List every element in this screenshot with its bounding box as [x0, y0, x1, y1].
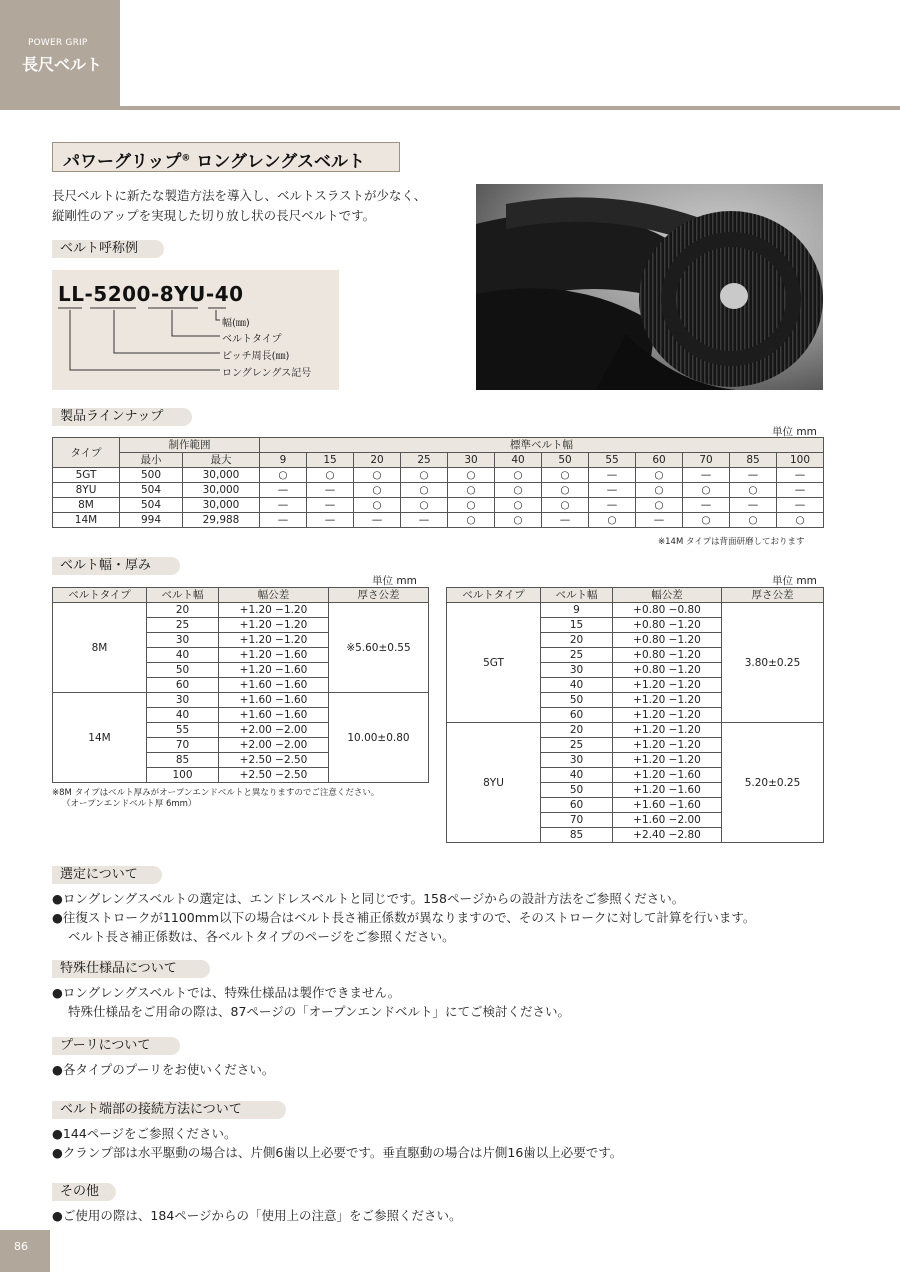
special-line: 特殊仕様品をご用命の際は、87ページの「オープンエンドベルト」にてご検討ください。: [68, 1004, 571, 1019]
width-tolerance-cell: +2.00 −2.00: [219, 738, 329, 753]
width-tolerance-cell: +1.20 −1.20: [613, 693, 722, 708]
belt-type-cell: 5GT: [447, 603, 541, 723]
belt-type-cell: 14M: [53, 693, 147, 783]
belt-width-cell: 30: [147, 633, 219, 648]
lineup-min-cell: 994: [120, 513, 183, 528]
width-table-header: 厚さ公差: [329, 588, 429, 603]
lineup-availability-cell: ○: [542, 498, 589, 513]
naming-code: LL-5200-8YU-40: [58, 282, 244, 306]
selection-text: [52, 889, 755, 946]
lineup-availability-cell: —: [307, 483, 354, 498]
joint-line: ●クランプ部は水平駆動の場合は、片側6歯以上必要です。垂直駆動の場合は片側16歯以上必要です。: [52, 1145, 623, 1160]
width-table-header: 幅公差: [219, 588, 329, 603]
joint-line: ●144ページをご参照ください。: [52, 1126, 237, 1141]
belt-width-cell: 20: [541, 723, 613, 738]
lineup-h-std: 標準ベルト幅: [260, 438, 824, 453]
intro-line: 長尺ベルトに新たな製造方法を導入し、ベルトスラストが少なく、: [52, 188, 427, 203]
header-rule: [120, 106, 900, 110]
width-tolerance-cell: +1.20 −1.20: [613, 753, 722, 768]
pulley-text: [52, 1060, 274, 1079]
lineup-availability-cell: ○: [307, 468, 354, 483]
thickness-tolerance-cell: 10.00±0.80: [329, 693, 429, 783]
width-tolerance-cell: +1.20 −1.20: [613, 678, 722, 693]
lineup-availability-cell: —: [401, 513, 448, 528]
table-row: [53, 498, 824, 513]
special-text: [52, 983, 570, 1021]
lineup-availability-cell: —: [636, 513, 683, 528]
lineup-width-header: 30: [448, 453, 495, 468]
lineup-availability-cell: —: [777, 468, 824, 483]
lineup-availability-cell: ○: [636, 483, 683, 498]
pulley-line: ●各タイプのプーリをお使いください。: [52, 1062, 275, 1077]
lineup-availability-cell: —: [260, 483, 307, 498]
page-number: 86: [0, 1230, 50, 1272]
belt-width-cell: 100: [147, 768, 219, 783]
table-row: [53, 468, 824, 483]
lineup-h-range: 制作範囲: [120, 438, 260, 453]
width-tolerance-cell: +1.20 −1.20: [613, 738, 722, 753]
thickness-tolerance-cell: ※5.60±0.55: [329, 603, 429, 693]
naming-label-width: 幅(㎜): [222, 318, 250, 329]
width-tolerance-cell: +1.20 −1.20: [613, 723, 722, 738]
lineup-width-header: 55: [589, 453, 636, 468]
lineup-availability-cell: ○: [636, 498, 683, 513]
naming-label-pitch: ピッチ周長(㎜): [222, 351, 290, 362]
lineup-availability-cell: ○: [683, 483, 730, 498]
lineup-unit: 単位 mm: [772, 426, 817, 438]
lineup-availability-cell: —: [589, 483, 636, 498]
lineup-availability-cell: —: [307, 513, 354, 528]
lineup-h-max: 最大: [183, 453, 260, 468]
lineup-availability-cell: ○: [401, 468, 448, 483]
lineup-availability-cell: ○: [542, 468, 589, 483]
width-table-header: 幅公差: [613, 588, 722, 603]
belt-width-cell: 40: [541, 678, 613, 693]
selection-line: ベルト長さ補正係数は、各ベルトタイプのページをご参照ください。: [68, 929, 455, 944]
belt-width-cell: 70: [541, 813, 613, 828]
lineup-availability-cell: ○: [354, 483, 401, 498]
table-header-row: [447, 588, 824, 603]
other-line: ●ご使用の際は、184ページからの「使用上の注意」をご参照ください。: [52, 1208, 462, 1223]
width-table-header: 厚さ公差: [722, 588, 824, 603]
lineup-table: [52, 437, 824, 528]
lineup-type-cell: 8YU: [53, 483, 120, 498]
width-table-header: ベルト幅: [541, 588, 613, 603]
width-tolerance-cell: +0.80 −1.20: [613, 618, 722, 633]
width-tolerance-cell: +2.40 −2.80: [613, 828, 722, 843]
belt-width-cell: 60: [147, 678, 219, 693]
lineup-h-min: 最小: [120, 453, 183, 468]
width-tolerance-cell: +2.50 −2.50: [219, 753, 329, 768]
table-header-row: [53, 588, 429, 603]
width-tolerance-cell: +1.60 −1.60: [613, 798, 722, 813]
width-left-unit: 単位 mm: [372, 575, 417, 587]
lineup-width-header: 15: [307, 453, 354, 468]
belt-width-cell: 50: [541, 693, 613, 708]
width-tolerance-cell: +2.00 −2.00: [219, 723, 329, 738]
width-tolerance-cell: +2.50 −2.50: [219, 768, 329, 783]
belt-width-cell: 85: [541, 828, 613, 843]
width-tolerance-cell: +1.20 −1.60: [219, 648, 329, 663]
width-tolerance-cell: +1.20 −1.20: [613, 708, 722, 723]
belt-width-cell: 55: [147, 723, 219, 738]
section-other: その他: [52, 1183, 116, 1201]
belt-width-cell: 70: [147, 738, 219, 753]
lineup-type-cell: 5GT: [53, 468, 120, 483]
lineup-width-header: 40: [495, 453, 542, 468]
table-row: [53, 513, 824, 528]
belt-width-cell: 60: [541, 708, 613, 723]
belt-width-cell: 15: [541, 618, 613, 633]
lineup-availability-cell: —: [589, 498, 636, 513]
lineup-note: ※14M タイプは背面研磨しております: [658, 537, 805, 547]
lineup-max-cell: 30,000: [183, 498, 260, 513]
page-title: [52, 142, 400, 172]
lineup-availability-cell: ○: [730, 513, 777, 528]
lineup-width-header: 70: [683, 453, 730, 468]
lineup-min-cell: 504: [120, 498, 183, 513]
belt-width-cell: 85: [147, 753, 219, 768]
lineup-availability-cell: —: [260, 513, 307, 528]
width-table-header: ベルトタイプ: [447, 588, 541, 603]
table-row: [53, 483, 824, 498]
section-selection: 選定について: [52, 866, 162, 884]
width-tolerance-cell: +1.20 −1.20: [219, 633, 329, 648]
width-tolerance-cell: +1.20 −1.20: [219, 618, 329, 633]
belt-width-cell: 20: [541, 633, 613, 648]
width-table-header: ベルト幅: [147, 588, 219, 603]
lineup-availability-cell: —: [683, 468, 730, 483]
lineup-availability-cell: ○: [730, 483, 777, 498]
lineup-width-header: 50: [542, 453, 589, 468]
lineup-max-cell: 30,000: [183, 468, 260, 483]
lineup-width-header: 9: [260, 453, 307, 468]
lineup-width-header: 85: [730, 453, 777, 468]
lineup-availability-cell: ○: [636, 468, 683, 483]
lineup-availability-cell: ○: [589, 513, 636, 528]
lineup-availability-cell: —: [730, 468, 777, 483]
belt-width-cell: 25: [541, 648, 613, 663]
belt-photo: [476, 184, 823, 390]
belt-width-cell: 50: [541, 783, 613, 798]
title-rest: ロングレングスベルト: [190, 152, 365, 172]
lineup-width-header: 25: [401, 453, 448, 468]
width-tolerance-cell: +1.20 −1.60: [219, 663, 329, 678]
lineup-availability-cell: —: [683, 498, 730, 513]
lineup-availability-cell: ○: [683, 513, 730, 528]
lineup-availability-cell: ○: [777, 513, 824, 528]
lineup-availability-cell: ○: [448, 468, 495, 483]
width-note-1: ※8M タイプはベルト厚みがオープンエンドベルトと異なりますのでご注意ください。: [52, 788, 380, 798]
width-tolerance-cell: +1.20 −1.60: [613, 768, 722, 783]
intro-text: [52, 186, 426, 226]
table-row: [447, 723, 824, 738]
lineup-type-cell: 8M: [53, 498, 120, 513]
width-tolerance-cell: +1.60 −1.60: [219, 708, 329, 723]
lineup-availability-cell: —: [354, 513, 401, 528]
lineup-width-header: 100: [777, 453, 824, 468]
lineup-availability-cell: ○: [495, 513, 542, 528]
belt-width-cell: 25: [147, 618, 219, 633]
width-tolerance-cell: +1.20 −1.20: [219, 603, 329, 618]
table-row: [53, 693, 429, 708]
belt-width-cell: 40: [147, 648, 219, 663]
selection-line: ●往復ストロークが1100mm以下の場合はベルト長さ補正係数が異なりますので、そのストロークに対して計算を行います。: [52, 910, 756, 925]
lineup-availability-cell: ○: [448, 498, 495, 513]
naming-label-code: ロングレングス記号: [222, 368, 312, 379]
lineup-availability-cell: ○: [495, 498, 542, 513]
belt-width-cell: 25: [541, 738, 613, 753]
header-sub: POWER GRIP: [28, 38, 88, 48]
lineup-min-cell: 500: [120, 468, 183, 483]
section-naming: ベルト呼称例: [52, 240, 164, 258]
section-lineup: 製品ラインナップ: [52, 408, 192, 426]
lineup-width-header: 20: [354, 453, 401, 468]
lineup-availability-cell: ○: [495, 483, 542, 498]
width-right-unit: 単位 mm: [772, 575, 817, 587]
naming-example: [52, 270, 339, 390]
lineup-width-header: 60: [636, 453, 683, 468]
thickness-tolerance-cell: 5.20±0.25: [722, 723, 824, 843]
belt-width-cell: 40: [541, 768, 613, 783]
header-main: 長尺ベルト: [22, 55, 103, 74]
selection-line: ●ロングレングスベルトの選定は、エンドレスベルトと同じです。158ページからの設計方法をご参照ください。: [52, 891, 685, 906]
lineup-type-cell: 14M: [53, 513, 120, 528]
lineup-availability-cell: —: [777, 498, 824, 513]
section-special: 特殊仕様品について: [52, 960, 210, 978]
width-tolerance-cell: +1.60 −1.60: [219, 678, 329, 693]
lineup-availability-cell: ○: [448, 513, 495, 528]
title-reg: ®: [181, 153, 191, 164]
title-text: パワーグリップ: [63, 152, 182, 172]
width-table-8m-14m: [52, 587, 429, 783]
lineup-availability-cell: ○: [495, 468, 542, 483]
belt-width-cell: 20: [147, 603, 219, 618]
width-tolerance-cell: +0.80 −1.20: [613, 663, 722, 678]
belt-width-cell: 30: [541, 753, 613, 768]
width-note-2: （オープンエンドベルト厚 6mm）: [62, 799, 197, 809]
section-joint: ベルト端部の接続方法について: [52, 1101, 286, 1119]
lineup-availability-cell: ○: [542, 483, 589, 498]
section-width: ベルト幅・厚み: [52, 557, 180, 575]
lineup-h-type: タイプ: [53, 438, 120, 468]
width-table-5gt-8yu: [446, 587, 824, 843]
lineup-max-cell: 30,000: [183, 483, 260, 498]
lineup-max-cell: 29,988: [183, 513, 260, 528]
joint-text: [52, 1124, 622, 1162]
lineup-availability-cell: ○: [401, 498, 448, 513]
belt-width-cell: 30: [541, 663, 613, 678]
lineup-min-cell: 504: [120, 483, 183, 498]
table-row: [447, 603, 824, 618]
width-tolerance-cell: +0.80 −1.20: [613, 648, 722, 663]
lineup-availability-cell: ○: [354, 498, 401, 513]
header-corner: [0, 0, 120, 110]
belt-width-cell: 60: [541, 798, 613, 813]
lineup-availability-cell: —: [307, 498, 354, 513]
lineup-availability-cell: —: [730, 498, 777, 513]
intro-line: 縦剛性のアップを実現した切り放し状の長尺ベルトです。: [52, 208, 376, 223]
lineup-availability-cell: ○: [448, 483, 495, 498]
belt-width-cell: 50: [147, 663, 219, 678]
width-tolerance-cell: +1.20 −1.60: [613, 783, 722, 798]
special-line: ●ロングレングスベルトでは、特殊仕様品は製作できません。: [52, 985, 401, 1000]
lineup-availability-cell: ○: [401, 483, 448, 498]
lineup-availability-cell: ○: [260, 468, 307, 483]
lineup-availability-cell: —: [542, 513, 589, 528]
lineup-availability-cell: —: [260, 498, 307, 513]
width-tolerance-cell: +0.80 −1.20: [613, 633, 722, 648]
naming-label-type: ベルトタイプ: [222, 334, 282, 345]
belt-width-cell: 40: [147, 708, 219, 723]
belt-type-cell: 8M: [53, 603, 147, 693]
width-table-header: ベルトタイプ: [53, 588, 147, 603]
lineup-availability-cell: ○: [354, 468, 401, 483]
belt-width-cell: 30: [147, 693, 219, 708]
width-tolerance-cell: +1.60 −2.00: [613, 813, 722, 828]
other-text: [52, 1206, 462, 1225]
table-row: [53, 603, 429, 618]
width-tolerance-cell: +1.60 −1.60: [219, 693, 329, 708]
lineup-availability-cell: —: [777, 483, 824, 498]
section-pulley: プーリについて: [52, 1037, 180, 1055]
thickness-tolerance-cell: 3.80±0.25: [722, 603, 824, 723]
width-tolerance-cell: +0.80 −0.80: [613, 603, 722, 618]
belt-type-cell: 8YU: [447, 723, 541, 843]
lineup-availability-cell: —: [589, 468, 636, 483]
belt-width-cell: 9: [541, 603, 613, 618]
